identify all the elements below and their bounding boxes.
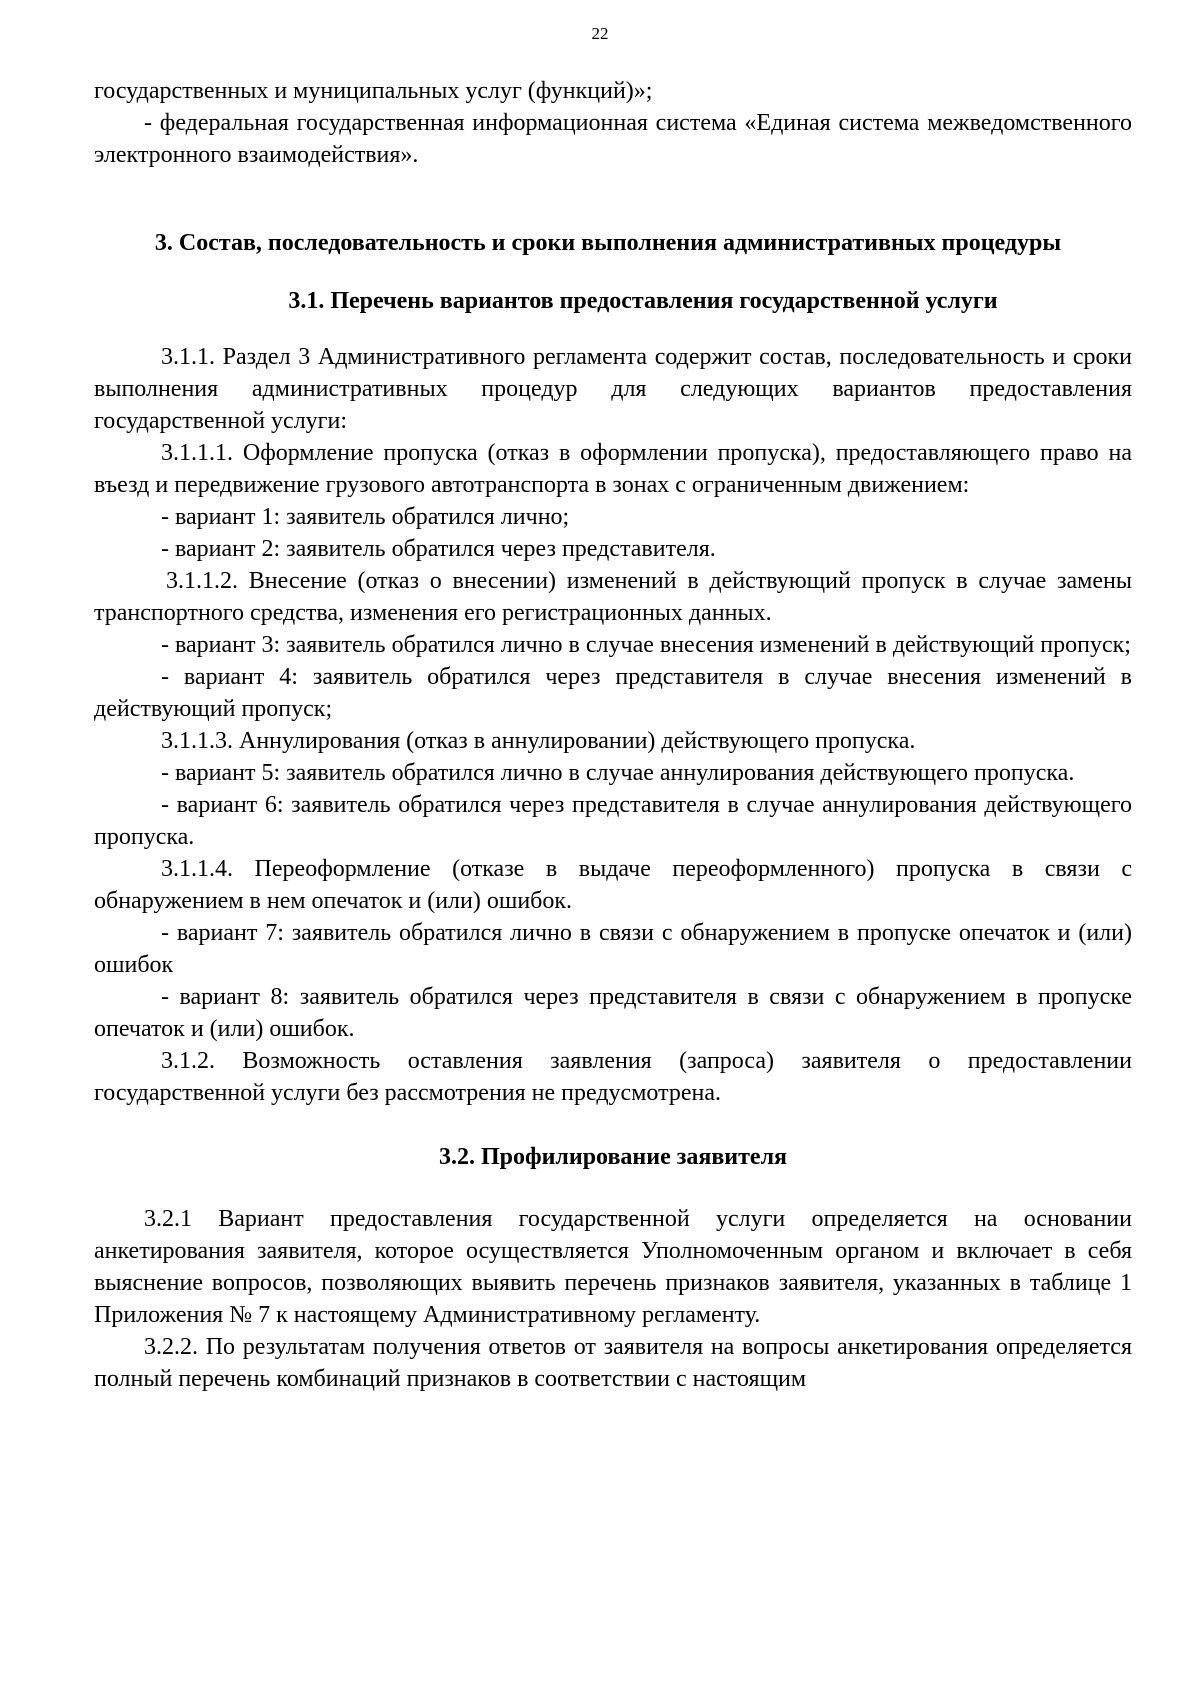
variant-3: - вариант 3: заявитель обратился лично в случае внесения изменений в действующий пропуск; [161, 632, 1131, 658]
paragraph-3-1-2: 3.1.2. Возможность оставления заявления (запроса) заявителя о предоставлении государственной услуги без рассмотрения не предусмотрена. [94, 1048, 1132, 1106]
paragraph-3-1-1: 3.1.1. Раздел 3 Административного регламента содержит состав, последовательность и сроки выполнения административных процедур для следующих вариантов предоставления государственной услуги: [94, 344, 1132, 434]
variant-8: - вариант 8: заявитель обратился через представителя в связи с обнаружением в пропуске опечаток и (или) ошибок. [94, 984, 1132, 1042]
page-content [94, 75, 1132, 1395]
section-3-1-heading: 3.1. Перечень вариантов предоставления государственной услуги [288, 288, 998, 314]
intro-bullet: - федеральная государственная информационная система «Единая система межведомственного электронного взаимодействия». [94, 110, 1132, 168]
section-3-2-heading: 3.2. Профилирование заявителя [438, 1144, 788, 1170]
variant-4: - вариант 4: заявитель обратился через представителя в случае внесения изменений в действующий пропуск; [94, 664, 1132, 722]
paragraph-3-1-1-4: 3.1.1.4. Переоформление (отказе в выдаче переоформленного) пропуска в связи с обнаружением в нем опечаток и (или) ошибок. [94, 856, 1132, 914]
paragraph-3-1-1-3: 3.1.1.3. Аннулирования (отказ в аннулировании) действующего пропуска. [161, 728, 916, 754]
intro-line: государственных и муниципальных услуг (функций)»; [94, 78, 653, 104]
variant-1: - вариант 1: заявитель обратился лично; [161, 504, 570, 530]
variant-6: - вариант 6: заявитель обратился через представителя в случае аннулирования действующего пропуска. [94, 792, 1132, 850]
paragraph-3-1-1-2: 3.1.1.2. Внесение (отказ о внесении) изменений в действующий пропуск в случае замены транспортного средства, изменения его регистрационных данных. [94, 568, 1132, 626]
variant-7: - вариант 7: заявитель обратился лично в связи с обнаружением в пропуске опечаток и (или) ошибок [94, 920, 1132, 978]
variant-2: - вариант 2: заявитель обратился через представителя. [161, 536, 716, 562]
paragraph-3-2-1: 3.2.1 Вариант предоставления государственной услуги определяется на основании анкетирования заявителя, которое осуществляется Уполномоченным органом и включает в себя выяснение вопросов, позволяющих выявить перечень признаков заявителя, указанных в таблице 1 Приложения № 7 к настоящему Административному регламенту. [94, 1206, 1132, 1328]
section-3-heading: 3. Состав, последовательность и сроки выполнения административных процедуры [154, 230, 1062, 256]
paragraph-3-1-1-1: 3.1.1.1. Оформление пропуска (отказ в оформлении пропуска), предоставляющего право на въезд и передвижение грузового автотранспорта в зонах с ограниченным движением: [94, 440, 1132, 498]
paragraph-3-2-2: 3.2.2. По результатам получения ответов от заявителя на вопросы анкетирования определяется полный перечень комбинаций признаков в соответствии с настоящим [94, 1334, 1132, 1392]
variant-5: - вариант 5: заявитель обратился лично в случае аннулирования действующего пропуска. [161, 760, 1075, 786]
page-number: 22 [591, 24, 609, 43]
